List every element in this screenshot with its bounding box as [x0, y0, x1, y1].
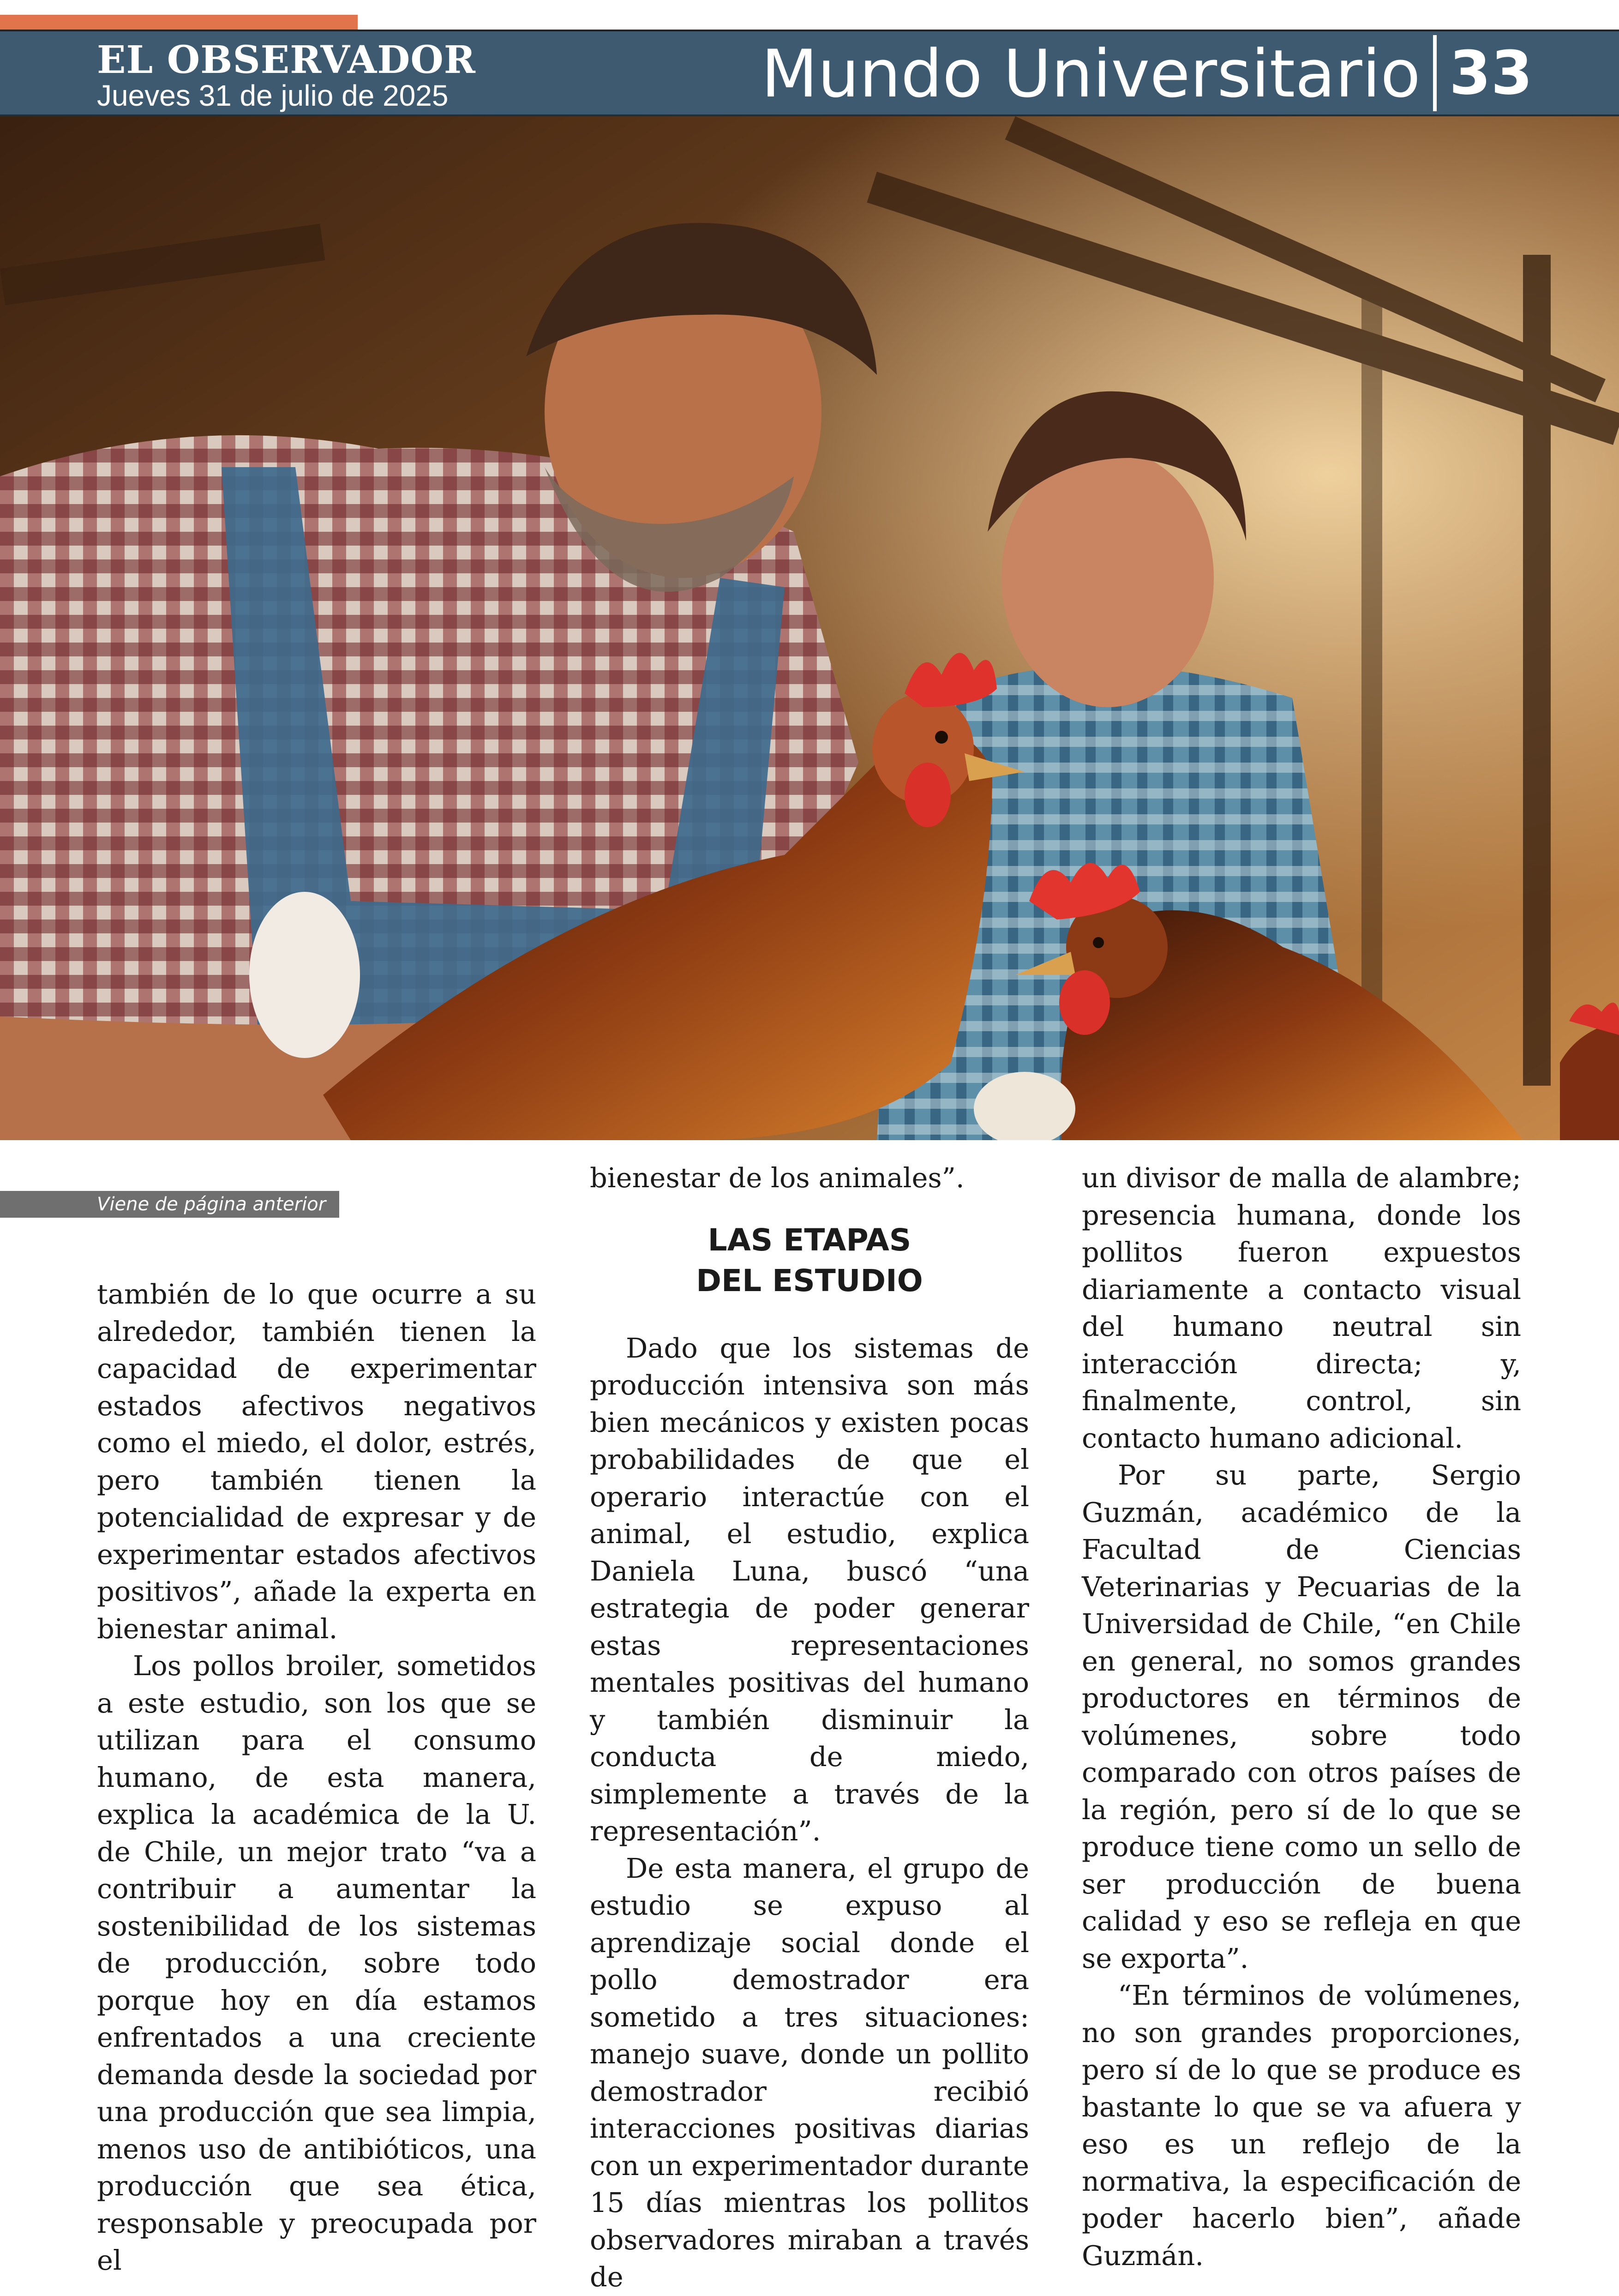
subheading	[590, 1220, 1029, 1301]
paragraph: Dado que los sistemas de producción intensiva son más bien mecánicos y existen pocas probabilidades de que el operario interactúe con el animal, el estudio, explica Daniela Luna, buscó “una estrategia de poder generar estas representaciones mentales positivas del humano y también disminuir la conducta de miedo, simplemente a través de la representación”.	[590, 1332, 1029, 1847]
continued-tag: Viene de página anterior	[0, 1191, 339, 1218]
lead-photo	[0, 116, 1619, 1140]
paragraph: Los pollos broiler, sometidos a este estudio, son los que se utilizan para el consumo humano, de esta manera, explica la académica de la U. de Chile, un mejor trato “va a contribuir a aumentar la sostenibilidad de los sistemas de producción, sobre todo porque hoy en día estamos enfrentados a una creciente demanda desde la sociedad por una producción que sea limpia, menos uso de antibióticos, una producción que sea ética, responsable y preocupada por el	[97, 1650, 536, 2276]
subheading-line: LAS ETAPAS	[708, 1222, 911, 1258]
article-column-1	[97, 1276, 536, 2279]
paragraph: un divisor de malla de alambre; presencia humana, donde los pollitos fueron expuestos diariamente a contacto visual del humano neutral sin interacción directa; y, finalmente, control, sin contacto humano adicional.	[1082, 1162, 1521, 1454]
section-title: Mundo Universitario	[761, 36, 1421, 112]
masthead: EL OBSERVADOR	[97, 38, 476, 82]
photo-illustration	[0, 116, 1619, 1140]
paragraph: Por su parte, Sergio Guzmán, académico de la Facultad de Ciencias Veterinarias y Pecuarias de la Universidad de Chile, “en Chile en general, no somos grandes productores en términos de volúmenes, sobre todo comparado con otros países de la región, pero sí de lo que se produce tiene como un sello de ser producción de buena calidad y eso se refleja en que se exporta”.	[1082, 1459, 1521, 1974]
subheading-line: DEL ESTUDIO	[696, 1262, 923, 1298]
accent-bar	[0, 15, 358, 31]
page-header	[0, 31, 1619, 116]
issue-date: Jueves 31 de julio de 2025	[97, 79, 449, 112]
header-divider	[1433, 35, 1437, 111]
paragraph: De esta manera, el grupo de estudio se expuso al aprendizaje social donde el pollo demostrador era sometido a tres situaciones: manejo suave, donde un pollito demostrador recibió interacciones positivas diarias con un experimentador durante 15 días mientras los pollitos observadores miraban a través de	[590, 1852, 1029, 2293]
page-number: 33	[1449, 38, 1533, 108]
paragraph: “En términos de volúmenes, no son grandes proporciones, pero sí de lo que se produce es bastante lo que se va afuera y eso es un reflejo de la normativa, la especificación de poder hacerlo bien”, añade Guzmán.	[1082, 1979, 1521, 2272]
article-column-3	[1082, 1160, 1521, 2274]
paragraph: bienestar de los animales”.	[590, 1162, 965, 1194]
article-column-2	[590, 1160, 1029, 2296]
paragraph: también de lo que ocurre a su alrededor, también tienen la capacidad de experimentar estados afectivos negativos como el miedo, el dolor, estrés, pero también tienen la potencialidad de expresar y de experimentar estados afectivos positivos”, añade la experta en bienestar animal.	[97, 1278, 536, 1645]
